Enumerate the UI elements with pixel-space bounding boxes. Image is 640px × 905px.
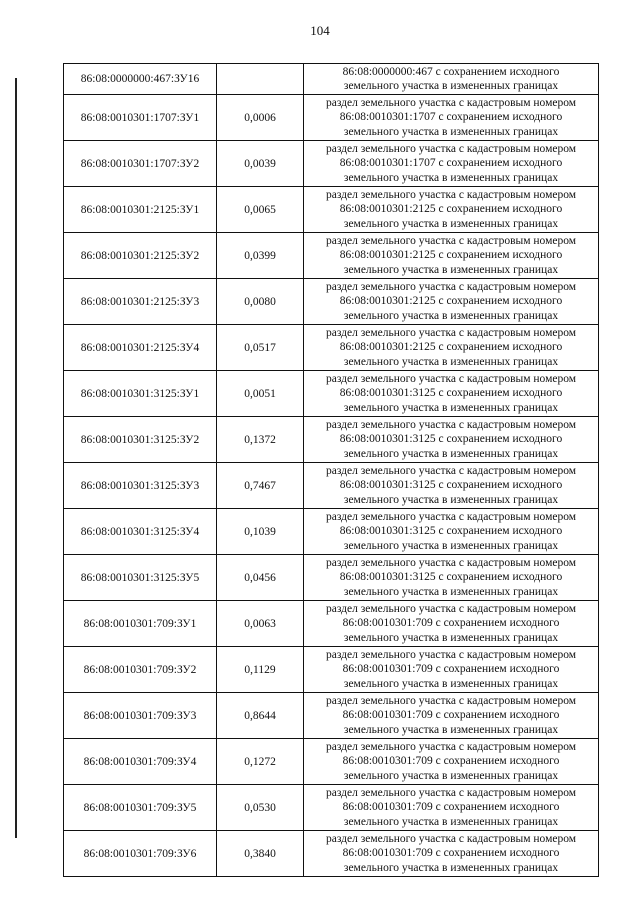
- parcel-description-cell: [304, 831, 599, 877]
- description-line: 86:08:0010301:1707 с сохранением исходного: [339, 157, 563, 170]
- description-line: раздел земельного участка с кадастровым номером: [325, 281, 577, 294]
- parcel-area-cell: 0,1272: [217, 739, 304, 785]
- parcel-id-cell: 86:08:0010301:709:ЗУ1: [64, 601, 217, 647]
- parcel-id-cell: 86:08:0000000:467:ЗУ16: [64, 64, 217, 95]
- parcel-id-cell: 86:08:0010301:2125:ЗУ3: [64, 279, 217, 325]
- table-row: [64, 64, 599, 95]
- description-line: раздел земельного участка с кадастровым номером: [325, 419, 577, 432]
- parcel-id-cell: 86:08:0010301:3125:ЗУ2: [64, 417, 217, 463]
- parcel-id-cell: 86:08:0010301:709:ЗУ4: [64, 739, 217, 785]
- description-line: земельного участка в измененных границах: [343, 447, 559, 460]
- description-line: раздел земельного участка с кадастровым номером: [325, 603, 577, 616]
- description-line: раздел земельного участка с кадастровым номером: [325, 235, 577, 248]
- description-line: раздел земельного участка с кадастровым номером: [325, 787, 577, 800]
- parcel-area-cell: 0,7467: [217, 463, 304, 509]
- description-line: раздел земельного участка с кадастровым номером: [325, 695, 577, 708]
- table-row: [64, 187, 599, 233]
- parcel-description-cell: [304, 555, 599, 601]
- table-row: [64, 325, 599, 371]
- description-line: раздел земельного участка с кадастровым номером: [325, 143, 577, 156]
- parcel-id-cell: 86:08:0010301:2125:ЗУ1: [64, 187, 217, 233]
- table-row: [64, 509, 599, 555]
- description-line: раздел земельного участка с кадастровым номером: [325, 557, 577, 570]
- parcel-area-cell: 0,0456: [217, 555, 304, 601]
- description-line: 86:08:0010301:709 с сохранением исходного: [342, 663, 560, 676]
- parcel-description-cell: [304, 463, 599, 509]
- description-line: 86:08:0010301:2125 с сохранением исходного: [339, 295, 563, 308]
- parcel-area-cell: 0,0063: [217, 601, 304, 647]
- description-line: земельного участка в измененных границах: [343, 815, 559, 828]
- table-row: [64, 739, 599, 785]
- parcel-area-cell: 0,1039: [217, 509, 304, 555]
- parcel-id-cell: 86:08:0010301:2125:ЗУ4: [64, 325, 217, 371]
- table-row: [64, 555, 599, 601]
- description-line: земельного участка в измененных границах: [343, 171, 559, 184]
- description-line: 86:08:0010301:1707 с сохранением исходного: [339, 111, 563, 124]
- parcel-description-cell: [304, 647, 599, 693]
- parcel-id-cell: 86:08:0010301:3125:ЗУ1: [64, 371, 217, 417]
- description-line: 86:08:0010301:709 с сохранением исходного: [342, 617, 560, 630]
- description-line: раздел земельного участка с кадастровым номером: [325, 833, 577, 846]
- description-line: земельного участка в измененных границах: [343, 493, 559, 506]
- parcel-id-cell: 86:08:0010301:3125:ЗУ3: [64, 463, 217, 509]
- description-line: земельного участка в измененных границах: [343, 631, 559, 644]
- parcel-area-cell: 0,0006: [217, 95, 304, 141]
- description-line: раздел земельного участка с кадастровым номером: [325, 511, 577, 524]
- description-line: 86:08:0010301:3125 с сохранением исходного: [339, 433, 563, 446]
- description-line: раздел земельного участка с кадастровым номером: [325, 373, 577, 386]
- parcel-area-cell: 0,0080: [217, 279, 304, 325]
- description-line: земельного участка в измененных границах: [343, 723, 559, 736]
- parcel-area-cell: 0,0517: [217, 325, 304, 371]
- parcel-table: [63, 63, 599, 877]
- table-row: [64, 233, 599, 279]
- description-line: земельного участка в измененных границах: [343, 677, 559, 690]
- table-row: [64, 601, 599, 647]
- parcel-id-cell: 86:08:0010301:3125:ЗУ4: [64, 509, 217, 555]
- parcel-id-cell: 86:08:0010301:2125:ЗУ2: [64, 233, 217, 279]
- description-line: раздел земельного участка с кадастровым номером: [325, 649, 577, 662]
- description-line: земельного участка в измененных границах: [343, 861, 559, 874]
- description-line: 86:08:0000000:467 с сохранением исходного: [342, 65, 560, 78]
- description-line: 86:08:0010301:709 с сохранением исходного: [342, 847, 560, 860]
- description-line: 86:08:0010301:2125 с сохранением исходного: [339, 203, 563, 216]
- table-row: [64, 647, 599, 693]
- parcel-id-cell: 86:08:0010301:1707:ЗУ2: [64, 141, 217, 187]
- parcel-id-cell: 86:08:0010301:709:ЗУ6: [64, 831, 217, 877]
- description-line: земельного участка в измененных границах: [343, 217, 559, 230]
- parcel-table-body: [64, 64, 599, 877]
- parcel-description-cell: [304, 693, 599, 739]
- description-line: земельного участка в измененных границах: [343, 125, 559, 138]
- description-line: раздел земельного участка с кадастровым номером: [325, 327, 577, 340]
- description-line: раздел земельного участка с кадастровым номером: [325, 97, 577, 110]
- page-number: 104: [310, 23, 330, 38]
- description-line: земельного участка в измененных границах: [343, 585, 559, 598]
- description-line: земельного участка в измененных границах: [343, 401, 559, 414]
- parcel-area-cell: [217, 64, 304, 95]
- description-line: 86:08:0010301:3125 с сохранением исходного: [339, 387, 563, 400]
- parcel-id-cell: 86:08:0010301:709:ЗУ5: [64, 785, 217, 831]
- description-line: 86:08:0010301:2125 с сохранением исходного: [339, 249, 563, 262]
- parcel-description-cell: [304, 279, 599, 325]
- parcel-description-cell: [304, 64, 599, 95]
- parcel-description-cell: [304, 785, 599, 831]
- description-line: земельного участка в измененных границах: [343, 539, 559, 552]
- parcel-description-cell: [304, 601, 599, 647]
- table-row: [64, 831, 599, 877]
- parcel-description-cell: [304, 95, 599, 141]
- description-line: земельного участка в измененных границах: [343, 309, 559, 322]
- parcel-description-cell: [304, 141, 599, 187]
- table-row: [64, 463, 599, 509]
- parcel-area-cell: 0,0399: [217, 233, 304, 279]
- parcel-id-cell: 86:08:0010301:709:ЗУ2: [64, 647, 217, 693]
- description-line: 86:08:0010301:709 с сохранением исходного: [342, 709, 560, 722]
- parcel-area-cell: 0,0530: [217, 785, 304, 831]
- parcel-description-cell: [304, 325, 599, 371]
- table-row: [64, 693, 599, 739]
- parcel-description-cell: [304, 739, 599, 785]
- description-line: 86:08:0010301:3125 с сохранением исходного: [339, 571, 563, 584]
- parcel-area-cell: 0,1129: [217, 647, 304, 693]
- left-margin-rule: [15, 78, 17, 838]
- description-line: раздел земельного участка с кадастровым номером: [325, 189, 577, 202]
- parcel-description-cell: [304, 417, 599, 463]
- description-line: земельного участка в измененных границах: [343, 80, 559, 92]
- description-line: земельного участка в измененных границах: [343, 769, 559, 782]
- parcel-area-cell: 0,1372: [217, 417, 304, 463]
- parcel-id-cell: 86:08:0010301:709:ЗУ3: [64, 693, 217, 739]
- table-row: [64, 95, 599, 141]
- table-row: [64, 371, 599, 417]
- parcel-area-cell: 0,0051: [217, 371, 304, 417]
- description-line: 86:08:0010301:709 с сохранением исходного: [342, 801, 560, 814]
- parcel-description-cell: [304, 187, 599, 233]
- description-line: 86:08:0010301:709 с сохранением исходного: [342, 755, 560, 768]
- description-line: 86:08:0010301:3125 с сохранением исходного: [339, 525, 563, 538]
- description-line: 86:08:0010301:2125 с сохранением исходного: [339, 341, 563, 354]
- parcel-id-cell: 86:08:0010301:3125:ЗУ5: [64, 555, 217, 601]
- parcel-description-cell: [304, 509, 599, 555]
- description-line: раздел земельного участка с кадастровым номером: [325, 465, 577, 478]
- table-row: [64, 141, 599, 187]
- table-row: [64, 785, 599, 831]
- parcel-area-cell: 0,0065: [217, 187, 304, 233]
- table-row: [64, 417, 599, 463]
- description-line: 86:08:0010301:3125 с сохранением исходного: [339, 479, 563, 492]
- table-row: [64, 279, 599, 325]
- description-line: земельного участка в измененных границах: [343, 355, 559, 368]
- description-line: раздел земельного участка с кадастровым номером: [325, 741, 577, 754]
- parcel-description-cell: [304, 233, 599, 279]
- parcel-area-cell: 0,8644: [217, 693, 304, 739]
- description-line: земельного участка в измененных границах: [343, 263, 559, 276]
- parcel-area-cell: 0,3840: [217, 831, 304, 877]
- parcel-area-cell: 0,0039: [217, 141, 304, 187]
- parcel-description-cell: [304, 371, 599, 417]
- parcel-id-cell: 86:08:0010301:1707:ЗУ1: [64, 95, 217, 141]
